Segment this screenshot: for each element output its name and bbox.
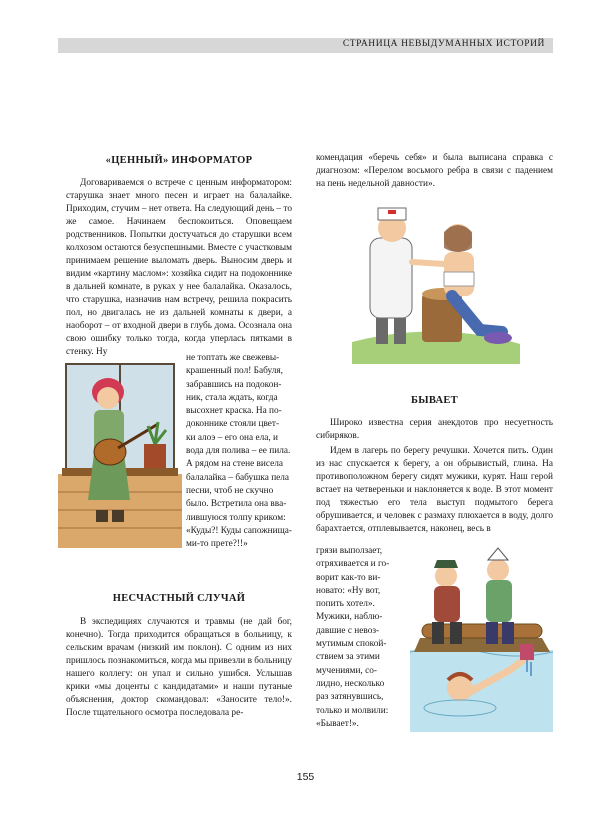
story1-paragraph: Договариваемся о встрече с ценным информатором: старушка знает много песен и играет на балалайке. Приходим, стучим – нет ответа. На следующий день – то же самое. Начинаем беспокоиться. Оповещаем родственников. Попытки достучаться до старушки всем колхозом остаются безуспешными. Вместе с участковым принимаем решение выломать дверь. Выносим дверь и видим «картину маслом»: хозяйка сидит на подоконнике в дальней комнате, в руках у нее балалайка. Оказалось, что старушка, назначив нам встречу, решила покрасить пол, но двигалась не из дальней комнаты к двери, а наоборот – от входной двери в глубь дома. Осознала она свою ошибку только тогда, когда уперлась пятками в стенку. Ну	[66, 178, 292, 357]
story3-line: попить хотел».	[316, 599, 375, 610]
story1-line: А рядом на стене висела	[186, 459, 284, 470]
story3-line: Мужики, наблю-	[316, 612, 383, 623]
story1-line: не топтать же свежевы-	[186, 353, 280, 363]
story1-line: вода для полива – ее пила.	[186, 446, 291, 457]
story3-line: ворит как-то ви-	[316, 572, 381, 583]
man1-face	[435, 565, 457, 587]
story1-line: песни, чтоб не скучно	[186, 485, 274, 496]
story1-line: было. Встретила она ввa-	[186, 499, 287, 510]
running-title: СТРАНИЦА НЕВЫДУМАННЫХ ИСТОРИЙ	[342, 39, 545, 49]
story1-line: высохнет краска. На по-	[186, 406, 282, 417]
story1-line: балалайка – бабушка пела	[186, 472, 290, 483]
story3-line: мутимым спокой-	[316, 639, 387, 650]
story1-body	[66, 177, 292, 359]
balalaika-icon	[94, 439, 126, 465]
story1-line: ки алоэ – его она ела, и	[186, 432, 278, 443]
story2-body	[66, 616, 292, 720]
story3-body	[316, 417, 553, 536]
story3-line: давшие с невоз-	[316, 625, 380, 636]
doctor-patient-illustration	[352, 202, 520, 364]
story1-line: «Куды?! Куды сапожнища-	[186, 525, 292, 536]
story1-line: лившуюся толпу криком:	[186, 512, 286, 523]
running-header	[58, 38, 553, 53]
story2-title: НЕСЧАСТНЫЙ СЛУЧАЙ	[112, 593, 246, 604]
story3-line: «Бывает!».	[316, 718, 359, 729]
grandma-balalaika-illustration	[58, 360, 182, 548]
flower-pot	[144, 444, 166, 468]
face	[97, 387, 119, 409]
story3-line: отряхивается и го-	[316, 559, 390, 570]
story3-line: только и молвили:	[316, 705, 389, 716]
story2-paragraph: В экспедициях случаются и травмы (не дай бог, конечно). Тогда приходится обращаться в больницу, к сельским врачам (низкий им поклон). С одним из них пришлось познакомиться, когда мы привезли в больницу нашего коллегу: он упал и сильно ушибся. Услышав крики «мы доценты с кандидатами» и наши путаные объяснения, доктор скомандовал: «Заносите тело!». После тщательного осмотра последовала ре-	[66, 617, 292, 718]
story3-line: мучениями, со-	[316, 665, 377, 676]
page-number: 155	[296, 771, 315, 783]
story2-continuation-text: комендация «беречь себя» и была выписана справка с диагнозом: «Перелом восьмого ребра в связи с падением на пень недельной давности».	[316, 153, 553, 189]
man2-face	[487, 559, 509, 581]
story1-line: ми-то прете?!!»	[186, 539, 248, 550]
bandage	[444, 272, 474, 286]
story3-line: грязи выползает,	[316, 546, 383, 556]
story1-line: ник, стала ждать, когда	[186, 392, 278, 403]
story3-title: БЫВАЕТ	[411, 395, 458, 406]
story1-title: «ЦЕННЫЙ» ИНФОРМАТОР	[105, 155, 253, 166]
story1-line: доконнике стояли цвет-	[186, 419, 280, 430]
story1-line: забравшись на подокон-	[186, 379, 282, 390]
story1-line: крашенный пол! Бабуля,	[186, 366, 283, 377]
mug-icon	[520, 644, 534, 660]
story3-line: ствием за этими	[316, 652, 380, 663]
story3-line: новато: «Ну вот,	[316, 585, 381, 596]
story3-line: раз затянувшись,	[316, 692, 384, 703]
river-illustration	[410, 540, 553, 732]
story3-narrow-column	[316, 545, 408, 731]
patient-shoe	[484, 332, 512, 344]
story3-line: лидно, несколько	[316, 678, 385, 689]
story1-narrow-column	[186, 352, 292, 551]
story3-paragraph-1: Широко известна серия анекдотов про несуетность сибиряков.	[316, 418, 553, 441]
doctor-coat	[370, 238, 412, 318]
man1-shirt	[434, 586, 460, 622]
story3-paragraph-2: Идем в лагерь по берегу речушки. Хочется пить. Один из нас спускается к берегу, а он обрывистый, глина. На противоположном берегу сидят мужики, курят. Наш герой встает на четвереньки и наклоняется к воде. В этот момент под тяжестью его тела выступ подмытого берега обрушивается, и человек с размаху плюхается в воду, долго барахтается, отплевывается, наконец, весь в	[316, 446, 553, 534]
man2-shirt	[486, 580, 512, 622]
story2-continuation	[316, 152, 553, 191]
